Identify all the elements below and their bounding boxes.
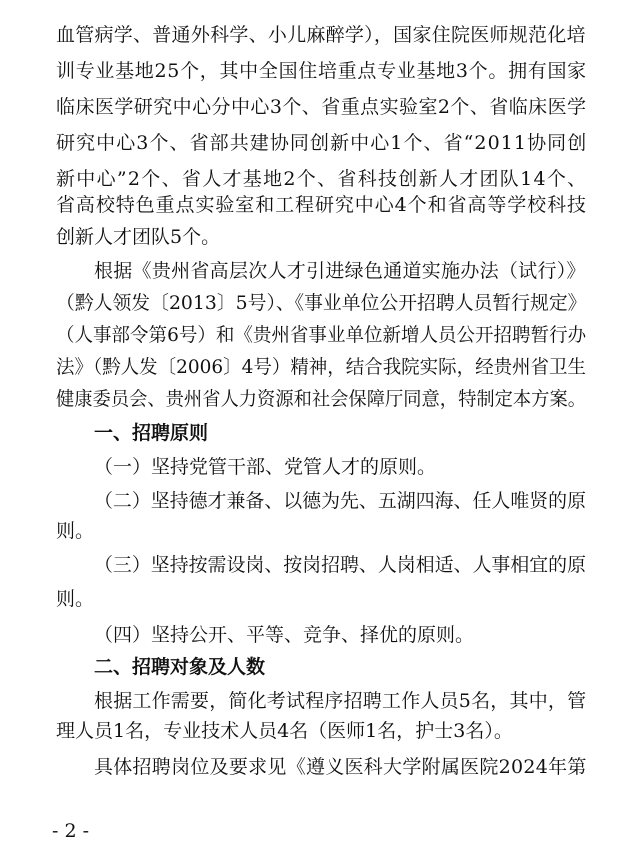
principle-4: （四）坚持公开、平等、竞争、择优的原则。 (94, 624, 475, 646)
p4-line-1: 具体招聘岗位及要求见《遵义医科大学附属医院2024年第 (94, 756, 587, 778)
principle-3-line-1: （三）坚持按需设岗、按岗招聘、人岗相适、人事相宜的原 (94, 554, 587, 576)
principle-3-line-2: 则。 (56, 588, 95, 610)
p1-line-6: 省高校特色重点实验室和工程研究中心4个和省高等学校科技 (56, 194, 587, 216)
p1-line-4: 研究中心3个、省部共建协同创新中心1个、省“2011协同创 (56, 132, 588, 154)
p2-line-3: （人事部令第6号）和《贵州省事业单位新增人员公开招聘暂行办 (56, 324, 587, 346)
p3-line-1: 根据工作需要，简化考试程序招聘工作人员5名，其中，管 (94, 690, 587, 712)
section-heading-1: 一、招聘原则 (94, 422, 209, 444)
principle-1: （一）坚持党管干部、党管人才的原则。 (94, 456, 437, 478)
section-heading-2: 二、招聘对象及人数 (94, 656, 266, 678)
p2-line-4: 法》（黔人发〔2006〕4号）精神，结合我院实际，经贵州省卫生 (56, 356, 586, 378)
p2-line-5: 健康委员会、贵州省人力资源和社会保障厅同意，特制定本方案。 (56, 388, 587, 410)
page-number: - 2 - (52, 820, 90, 842)
p1-line-5: 新中心”2个、省人才基地2个、省科技创新人才团队14个、 (56, 168, 588, 190)
p1-line-3: 临床医学研究中心分中心3个、省重点实验室2个、省临床医学 (56, 96, 587, 118)
p2-line-2: （黔人领发〔2013〕5号）、《事业单位公开招聘人员暂行规定》 (56, 292, 587, 314)
p1-line-2: 训专业基地25个，其中全国住培重点专业基地3个。拥有国家 (56, 60, 587, 82)
p3-line-2: 理人员1名，专业技术人员4名（医师1名，护士3名）。 (56, 720, 513, 742)
principle-2-line-2: 则。 (56, 520, 95, 542)
p2-line-1: 根据《贵州省高层次人才引进绿色通道实施办法（试行）》 (94, 260, 586, 282)
p1-line-7: 创新人才团队5个。 (56, 226, 221, 248)
principle-2-line-1: （二）坚持德才兼备、以德为先、五湖四海、任人唯贤的原 (94, 490, 587, 512)
p1-line-1: 血管病学、普通外科学、小儿麻醉学），国家住院医师规范化培 (56, 24, 586, 46)
